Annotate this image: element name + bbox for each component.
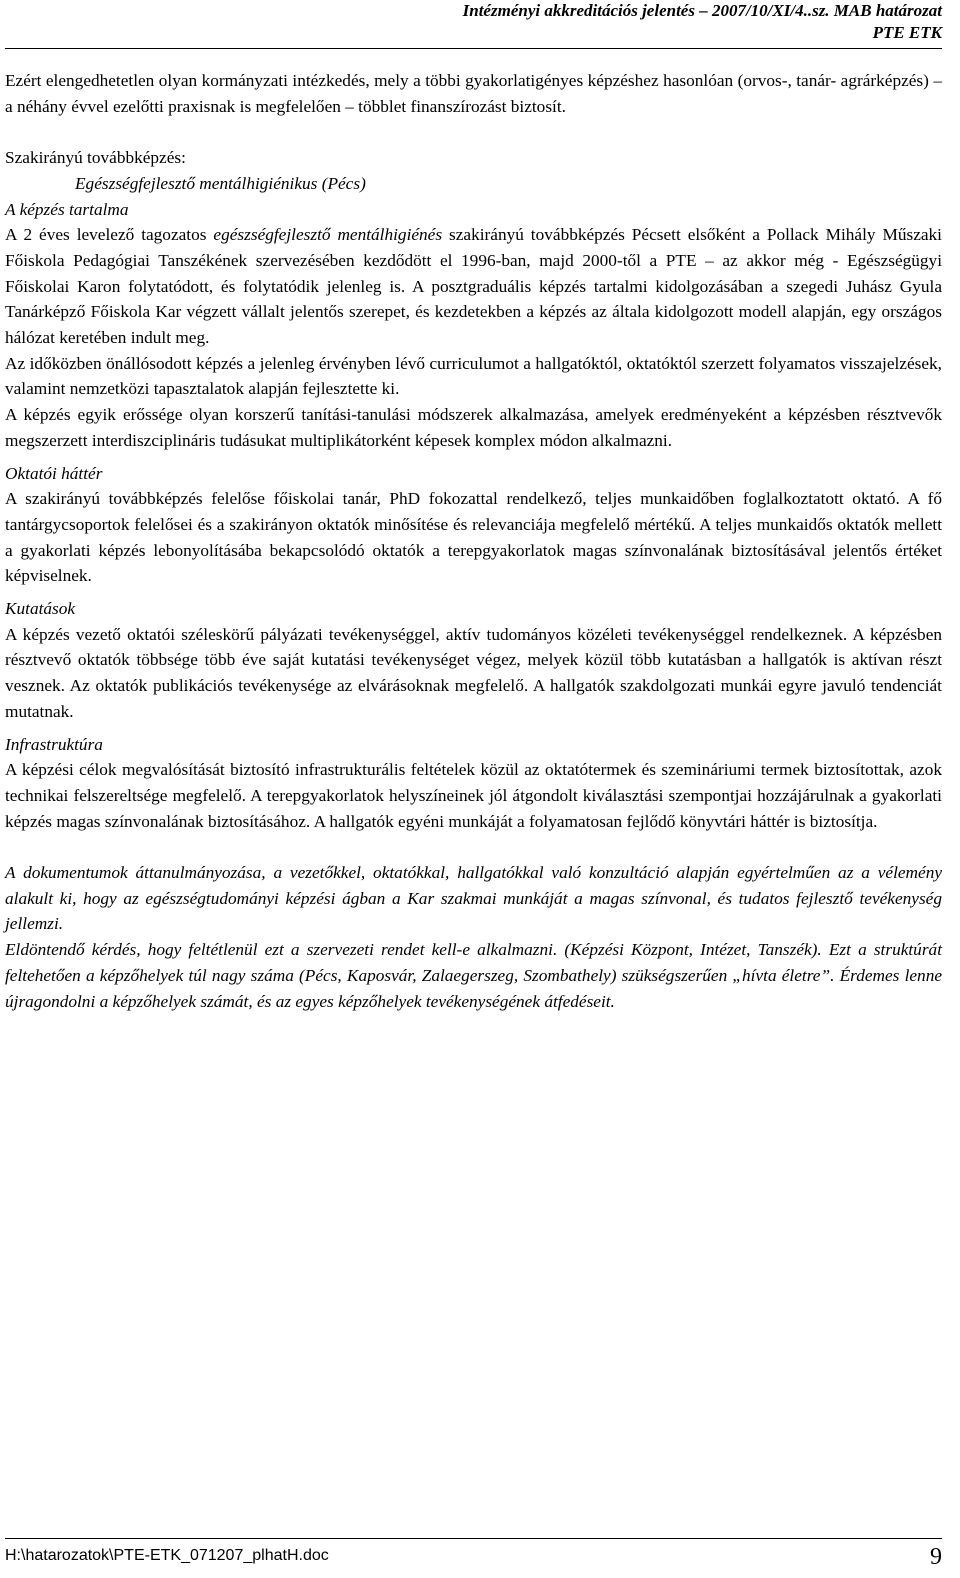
page-header bbox=[463, 0, 942, 44]
header-institution: PTE ETK bbox=[872, 23, 942, 42]
paragraph-infrastructure: A képzési célok megvalósítását biztosító infrastrukturális feltételek közül az oktatótermek és szemináriumi termek biztosítottak, azok technikai felszereltsége megfelelő. A terepgyakorlatok helyszíneinek jól átgondolt kiválasztási szempontjai hozzájárulnak a gyakorlati képzés magas színvonalának biztosításához. A hallgatók egyéni munkáját a folyamatosan fejlődő könyvtári háttér is biztosítja. bbox=[5, 760, 942, 831]
heading-infrastructure: Infrastruktúra bbox=[5, 734, 103, 754]
spacer bbox=[5, 834, 942, 860]
footer-divider bbox=[5, 1538, 942, 1539]
section-title: Szakirányú továbbképzés: bbox=[5, 148, 186, 168]
footer-file-path: H:\hatarozatok\PTE-ETK_071207_plhatH.doc bbox=[5, 1547, 329, 1564]
header-title: Intézményi akkreditációs jelentés – 2007/10/XI/4..sz. MAB határozat bbox=[462, 1, 942, 20]
program-title: Egészségfejlesztő mentálhigiénikus (Pécs) bbox=[75, 173, 366, 193]
header-divider bbox=[5, 48, 942, 49]
heading-staff: Oktatói háttér bbox=[5, 463, 103, 483]
spacer bbox=[5, 725, 942, 732]
spacer bbox=[5, 119, 942, 145]
paragraph-content bbox=[5, 222, 942, 351]
paragraph-research: A képzés vezető oktatói széleskörű pályázati tevékenységgel, aktív tudományos közéleti tevékenységgel rendelkeznek. A képzésben résztvevő oktatók többsége több éve saját kutatási tevékenységet végez, melyek közül több kutatásban a hallgatók is aktívan részt vesznek. Az oktatók publikációs tevékenysége az elvárásoknak megfelelő. A hallgatók szakdolgozati munkái egyre javuló tendenciát mutatnak. bbox=[5, 624, 942, 721]
spacer bbox=[5, 454, 942, 461]
heading-research: Kutatások bbox=[5, 599, 76, 619]
heading-content: A képzés tartalma bbox=[5, 199, 129, 219]
paragraph-methods: A képzés egyik erőssége olyan korszerű tanítási-tanulási módszerek alkalmazása, amelyek eredményeként a képzésben résztvevők megszerzett interdiszciplináris tudásukat multiplikátorként képesek komplex módon alkalmazni. bbox=[5, 405, 942, 450]
paragraph-content-rest: szakirányú továbbképzés Pécsett elsőként a Pollack Mihály Műszaki Főiskola Pedagógiai Tanszékének szervezésében kezdődött el 1996-ban, majd 2000-től a PTE – az akkor még - Egészségügyi Főiskolai Karon folytatódott, és folytatódik jelenleg is. A posztgraduális képzés tartalmi kidolgozásában a szegedi Juhász Gyula Tanárképző Főiskola Kar végzett vállalt jelentős szerepet, és kezdetekben a képzés az általa kidolgozott modell alapján, egy országos hálózat keretében indult meg. bbox=[5, 225, 942, 348]
spacer bbox=[5, 589, 942, 596]
paragraph-conclusion: A dokumentumok áttanulmányozása, a vezetőkkel, oktatókkal, hallgatókkal való konzultáció alapján egyértelműen az a vélemény alakult ki, hogy az egészségtudományi képzési ágban a Kar szakmai munkáját a magas színvonal, és tudatos fejlesztő tevékenység jellemzi. bbox=[5, 863, 942, 934]
paragraph-curriculum: Az időközben önállósodott képzés a jelenleg érvényben lévő curriculumot a hallgatóktól, oktatóktól szerzett folyamatos visszajelzések, valamint nemzetközi tapasztalatok alapján fejlesztette ki. bbox=[5, 353, 942, 399]
paragraph-content-start: A 2 éves levelező tagozatos bbox=[5, 225, 214, 245]
document-body bbox=[5, 68, 942, 1014]
paragraph-question: Eldöntendő kérdés, hogy feltétlenül ezt a szervezeti rendet kell-e alkalmazni. (Képzési Központ, Intézet, Tanszék). Ezt a struktúrát feltehetően a képzőhelyek túl nagy száma (Pécs, Kaposvár, Zalaegerszeg, Szombathely) szükségszerűen „hívta életre”. Érdemes lenne újragondolni a képzőhelyek számát, és az egyes képzőhelyek tevékenységének átfedéseit. bbox=[5, 940, 942, 1011]
page-number: 9 bbox=[930, 1544, 942, 1570]
paragraph-staff: A szakirányú továbbképzés felelőse főiskolai tanár, PhD fokozattal rendelkező, teljes munkaidőben foglalkoztatott oktató. A fő tantárgycsoportok felelősei és a szakirányon oktatók minősítése és relevanciája megfelelő mértékű. A teljes munkaidős oktatók mellett a gyakorlati képzés lebonyolításába bekapcsolódó oktatók a terepgyakorlatok magas színvonalának biztosításával jelentős értéket képviselnek. bbox=[5, 489, 942, 586]
program-name-italic: egészségfejlesztő mentálhigiénés bbox=[213, 225, 443, 245]
intro-paragraph: Ezért elengedhetetlen olyan kormányzati intézkedés, mely a többi gyakorlatigényes képzéshez hasonlóan (orvos-, tanár- agrárképzés) – a néhány évvel ezelőtti praxisnak is megfelelően – többlet finanszírozást biztosít. bbox=[5, 71, 942, 116]
